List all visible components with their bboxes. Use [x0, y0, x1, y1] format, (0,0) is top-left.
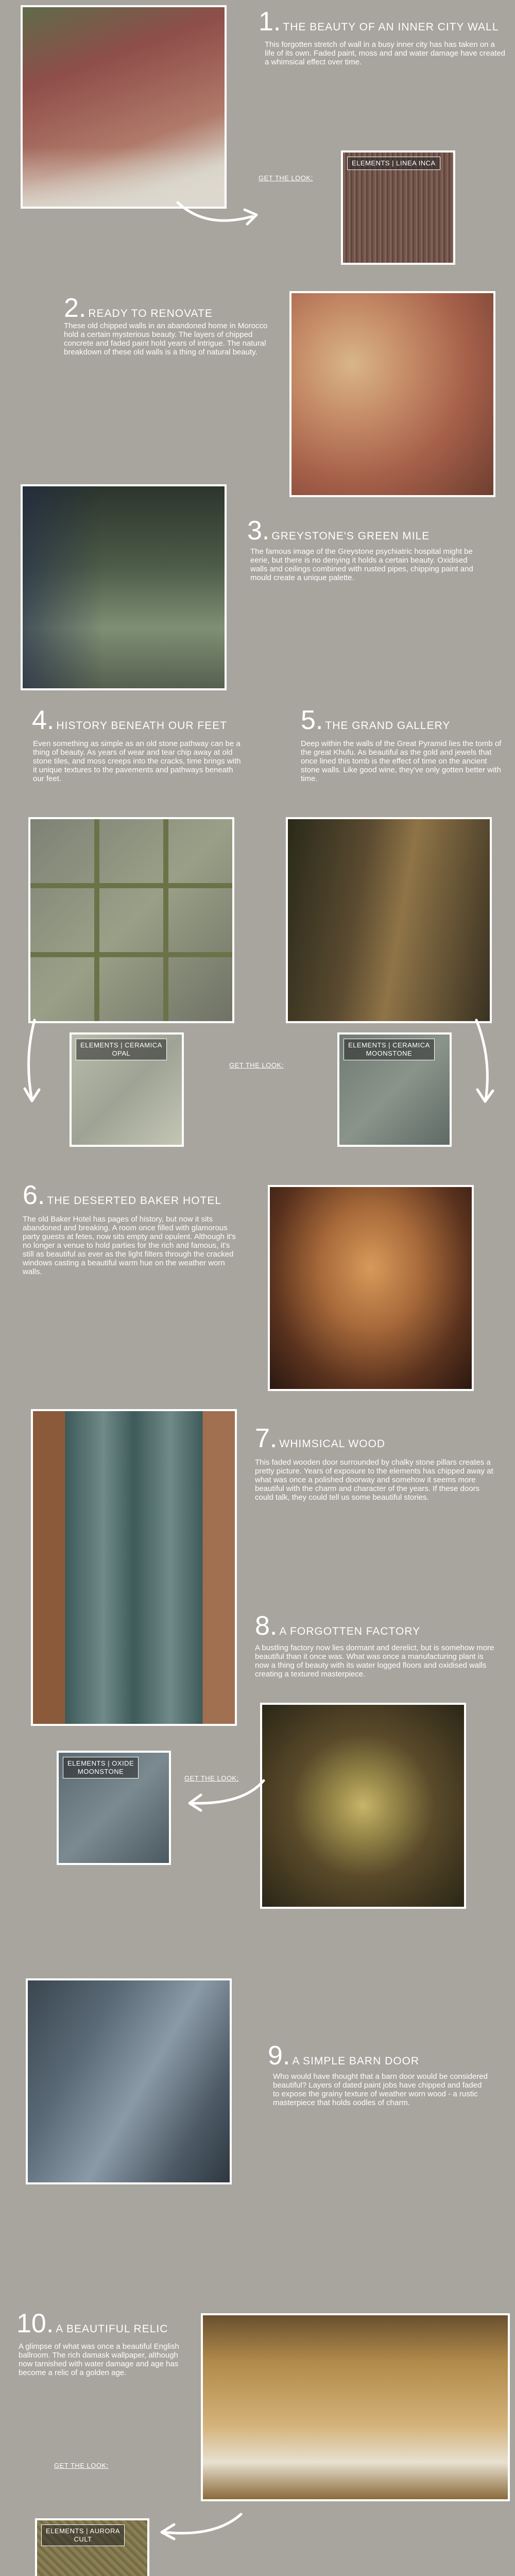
section-1-heading [259, 6, 499, 37]
section-title: WHIMSICAL WOOD [279, 1438, 386, 1450]
section-title: READY TO RENOVATE [88, 308, 213, 319]
section-8-heading [255, 1611, 420, 1641]
section-9-heading [268, 2040, 419, 2071]
great-pyramid-gallery-photo [286, 817, 492, 1023]
section-1-description: This forgotten stretch of wall in a busy inner city has has taken on a life of its own. Faded paint, moss and and water damage have created a whimsical effect over time. [265, 40, 505, 66]
section-title: GREYSTONE'S GREEN MILE [271, 530, 430, 542]
curved-arrow-icon [22, 1018, 42, 1110]
swatch-ceramica-moonstone[interactable] [337, 1032, 452, 1147]
section-2-description: These old chipped walls in an abandoned home in Morocco hold a certain mysterious beauty. The layers of chipped concrete and faded paint hold years of intrigue. The natural breakdown of these old walls is a thing of natural beauty. [64, 321, 268, 357]
section-8-description: A bustling factory now lies dormant and derelict, but is somehow more beautiful than it once was. What was once a manufacturing plant is now a thing of beauty with its water logged floors and oxidised walls creating a textured masterpiece. [255, 1643, 494, 1679]
curved-arrow-icon [471, 1018, 497, 1110]
section-number: 7. [255, 1423, 278, 1453]
section-9-description: Who would have thought that a barn door would be considered beautiful? Layers of dated paint jobs have chipped and faded to expose the grainy texture of weather worn wood - a rustic masterpiece that holds oodles of charm. [273, 2072, 488, 2107]
section-title: THE DESERTED BAKER HOTEL [47, 1195, 222, 1207]
swatch-label: ELEMENTS | OXIDE MOONSTONE [63, 1757, 139, 1778]
section-title: A FORGOTTEN FACTORY [279, 1625, 421, 1637]
section-number: 10. [16, 2309, 54, 2338]
inner-city-wall-photo [21, 5, 227, 209]
wooden-door-photo [31, 1409, 237, 1726]
section-number: 1. [259, 7, 281, 37]
swatch-linea-inca[interactable] [341, 150, 455, 265]
section-title: THE GRAND GALLERY [325, 720, 451, 732]
section-number: 8. [255, 1611, 278, 1641]
stone-pathway-photo [28, 817, 234, 1023]
baker-hotel-ballroom-photo [268, 1185, 474, 1391]
section-7-description: This faded wooden door surrounded by chalky stone pillars creates a pretty picture. Years of exposure to the elements has chipped away at what was once a polished doorway and somehow it seems more beautiful with the charm and character of the years. If these doors could talk, they could tell us some beautiful stories. [255, 1458, 493, 1502]
section-title: THE BEAUTY OF AN INNER CITY WALL [283, 21, 499, 33]
swatch-label: ELEMENTS | AURORA CULT [41, 2524, 125, 2546]
get-the-look-link[interactable]: GET THE LOOK: [259, 174, 313, 182]
section-6-description: The old Baker Hotel has pages of history, but now it sits abandoned and breaking. A room once filled with glamorous party guests at fetes, now sits empty and opulent. Although it's no longer a venue to hold parties for the rich and famous, it's still as beautiful as ever as the light filters through the cracked windows casting a beautiful warm hue on the weather worn walls. [23, 1215, 236, 1276]
section-number: 2. [64, 293, 87, 323]
curved-arrow-icon [175, 198, 263, 229]
section-5-heading [301, 705, 450, 736]
swatch-aurora-cult[interactable] [35, 2518, 149, 2576]
swatch-ceramica-opal[interactable] [70, 1032, 184, 1147]
abandoned-morocco-home-photo [289, 291, 495, 497]
section-title: A SIMPLE BARN DOOR [292, 2055, 420, 2067]
section-4-heading [32, 705, 227, 736]
section-4-description: Even something as simple as an old stone pathway can be a thing of beauty. As years of wear and tear chip away at old stone tiles, and moss creeps into the cracks, time brings with it unique textures to the pavements and pathways beneath our feet. [33, 739, 241, 783]
swatch-label: ELEMENTS | LINEA INCA [347, 157, 440, 170]
greystone-hospital-photo [21, 484, 227, 690]
curved-arrow-icon [153, 2509, 246, 2540]
section-number: 5. [301, 705, 323, 735]
english-ballroom-photo [201, 2313, 510, 2501]
forgotten-factory-photo [260, 1703, 466, 1909]
section-number: 6. [23, 1180, 45, 1210]
section-6-heading [23, 1180, 221, 1211]
section-number: 9. [268, 2041, 290, 2071]
section-number: 3. [247, 516, 270, 546]
section-3-heading [247, 515, 430, 546]
get-the-look-link[interactable]: GET THE LOOK: [54, 2462, 109, 2469]
section-3-description: The famous image of the Greystone psychiatric hospital might be eerie, but there is no denying it holds a certain beauty. Oxidised walls and ceilings combined with rusted pipes, chipping paint and mould create a unique palette. [250, 547, 473, 582]
section-number: 4. [32, 705, 55, 735]
get-the-look-link[interactable]: GET THE LOOK: [229, 1061, 284, 1069]
get-the-look-link[interactable]: GET THE LOOK: [184, 1774, 239, 1782]
swatch-oxide-moonstone[interactable] [57, 1751, 171, 1865]
section-5-description: Deep within the walls of the Great Pyramid lies the tomb of the great Khufu. As beautiful as the gold and jewels that once lined this tomb is the effect of time on the ancient stone walls. Like good wine, they've only gotten better with time. [301, 739, 502, 783]
swatch-label: ELEMENTS | CERAMICA OPAL [76, 1039, 167, 1060]
section-7-heading [255, 1423, 385, 1454]
curved-arrow-icon [181, 1776, 269, 1812]
section-title: HISTORY BENEATH OUR FEET [56, 720, 228, 732]
barn-door-photo [26, 1978, 232, 2184]
section-10-description: A glimpse of what was once a beautiful English ballroom. The rich damask wallpaper, although now tarnished with water damage and age has become a relic of a golden age. [19, 2342, 179, 2377]
section-title: A BEAUTIFUL RELIC [56, 2323, 168, 2335]
swatch-label: ELEMENTS | CERAMICA MOONSTONE [344, 1039, 435, 1060]
section-2-heading [64, 293, 213, 324]
section-10-heading [16, 2308, 168, 2339]
